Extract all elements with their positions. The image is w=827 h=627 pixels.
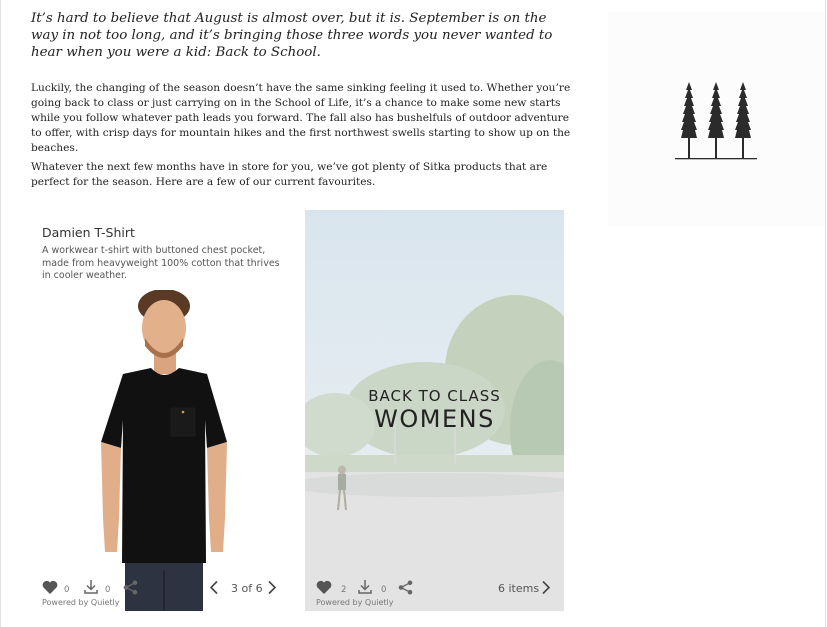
arrow-left-icon[interactable] (209, 580, 219, 595)
product-card[interactable] (29, 210, 288, 611)
collection-card[interactable] (305, 210, 564, 611)
like-count: 0 (64, 585, 70, 595)
download-count: 0 (381, 585, 387, 595)
download-icon[interactable] (83, 579, 99, 595)
arrow-right-icon[interactable] (541, 580, 551, 595)
powered-by-label[interactable]: Powered by Quietly (316, 598, 394, 607)
collection-subtitle: BACK TO CLASS (368, 387, 501, 405)
article-paragraph-1: Luckily, the changing of the season doesn’t have the same sinking feeling it used to. Whether you’re going back to class or just carrying on in the School of Life, it’s a chance to make some new starts while you follow whatever path leads you forward. The fall also has bushelfuls of outdoor adventure to offer, with crisp days for mountain hikes and the first northwest swells starting to show up on the beaches. (31, 82, 571, 154)
three-pine-trees-icon[interactable] (675, 80, 757, 162)
collection-title: WOMENS (374, 405, 495, 433)
article-intro: It’s hard to believe that August is almost over, but it is. September is on the way in not too long, and it’s bringing those three words you never wanted to hear when you were a kid: Back to School. (31, 11, 553, 60)
download-icon[interactable] (357, 579, 373, 595)
powered-by-label[interactable]: Powered by Quietly (42, 598, 120, 607)
right-border (825, 0, 826, 627)
left-border (0, 0, 1, 627)
product-model-image (79, 290, 239, 611)
like-count: 2 (341, 585, 347, 595)
product-description: A workwear t-shirt with buttoned chest pocket, made from heavyweight 100% cotton that thrives in cooler weather. (42, 245, 280, 281)
item-count: 6 items (498, 582, 540, 595)
slide-counter: 3 of 6 (231, 582, 263, 595)
heart-icon[interactable] (42, 580, 58, 594)
arrow-right-icon[interactable] (267, 580, 277, 595)
collection-card-footer (305, 571, 564, 611)
share-icon[interactable] (398, 580, 413, 595)
product-title: Damien T-Shirt (42, 225, 135, 240)
heart-icon[interactable] (316, 580, 332, 594)
download-count: 0 (105, 585, 111, 595)
share-icon[interactable] (123, 580, 138, 595)
article-paragraph-2: Whatever the next few months have in store for you, we’ve got plenty of Sitka products that are perfect for the season. Here are a few of our current favourites. (31, 161, 548, 188)
product-card-footer (29, 571, 288, 611)
